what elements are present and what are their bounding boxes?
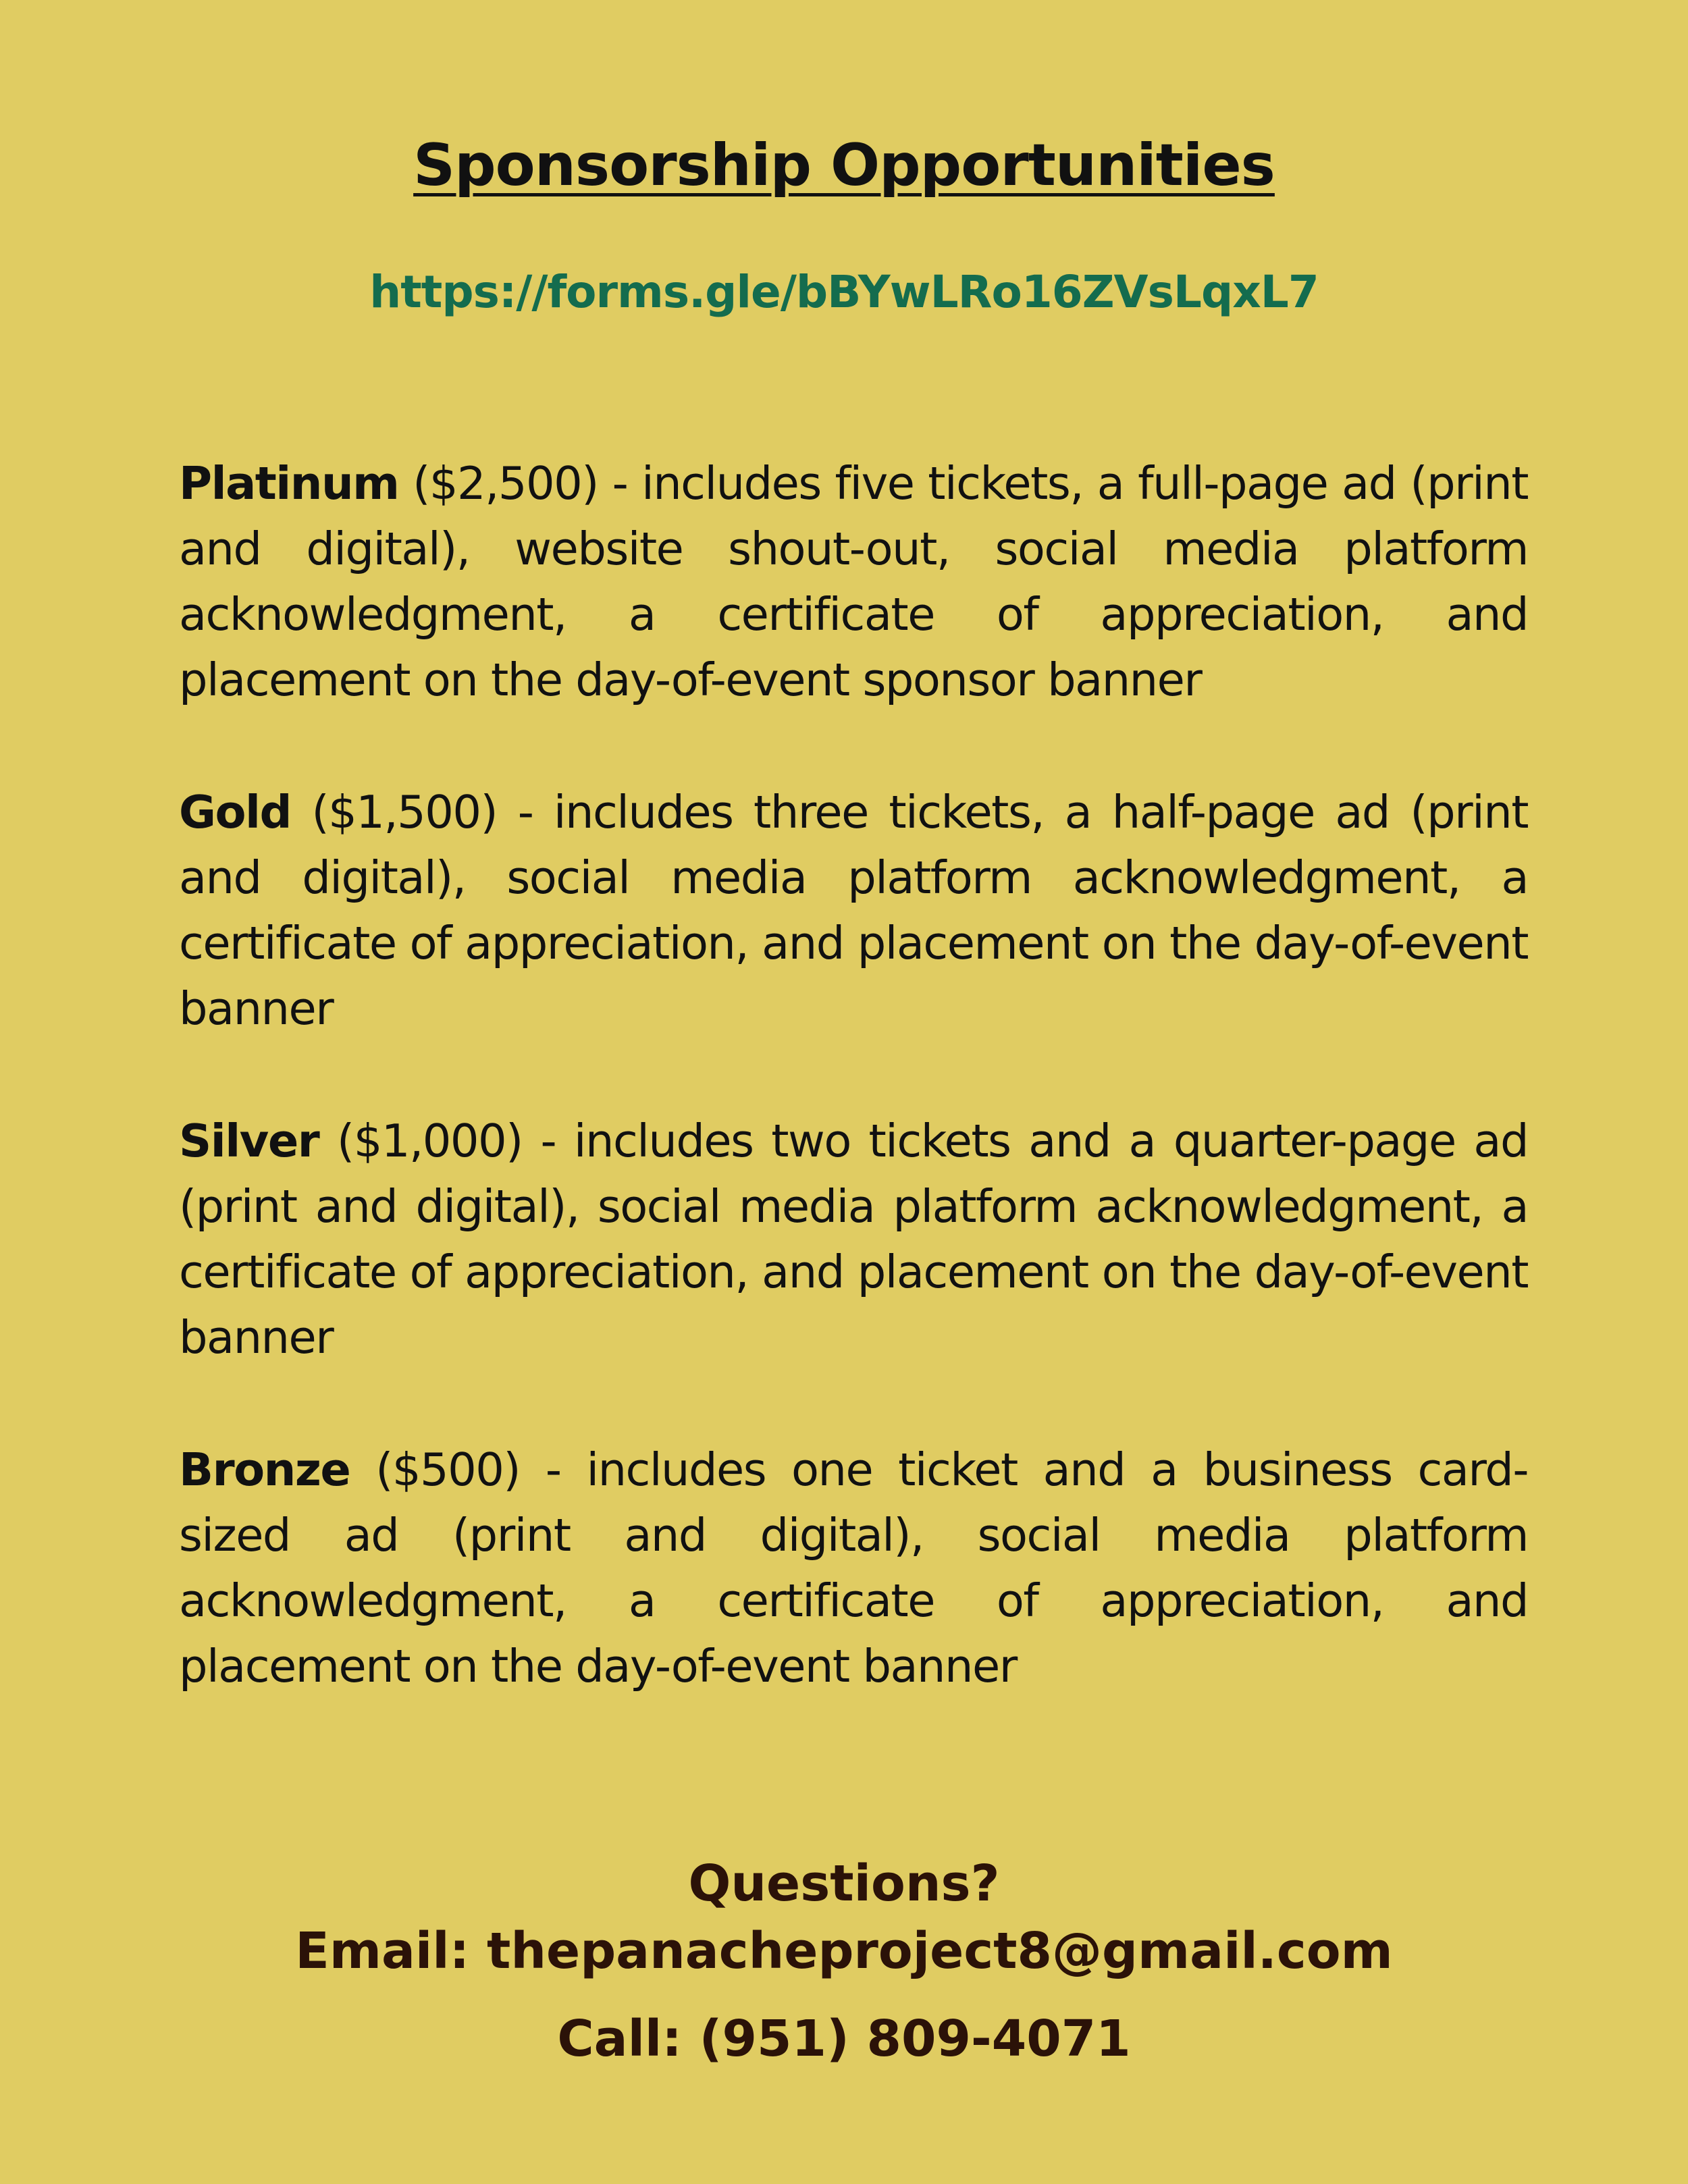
page-title: Sponsorship Opportunities xyxy=(413,132,1275,199)
tier-gold xyxy=(179,780,1528,1042)
tier-gold-name: Gold xyxy=(179,786,291,838)
tier-bronze-description: ($500) - includes one ticket and a business card-sized ad (print and digital), social media platform acknowledgment, a certificate of appreciation, and placement on the day-of-event banner xyxy=(179,1443,1528,1693)
tier-bronze xyxy=(179,1437,1528,1699)
tier-silver-name: Silver xyxy=(179,1115,319,1167)
tier-platinum-name: Platinum xyxy=(179,457,399,510)
contact-email[interactable]: Email: thepanacheproject8@gmail.com xyxy=(295,1922,1393,1980)
sponsorship-form-link[interactable]: https://forms.gle/bBYwLRo16ZVsLqxL7 xyxy=(369,266,1319,318)
tier-silver xyxy=(179,1109,1528,1370)
contact-heading: Questions? xyxy=(688,1855,1000,1913)
tier-platinum xyxy=(179,451,1528,713)
contact-phone[interactable]: Call: (951) 809-4071 xyxy=(557,2010,1131,2068)
tier-gold-description: ($1,500) - includes three tickets, a half-page ad (print and digital), social media platform acknowledgment, a certificate of appreciation, and placement on the day-of-event banner xyxy=(179,786,1528,1035)
tier-bronze-name: Bronze xyxy=(179,1443,350,1496)
tier-platinum-description: ($2,500) - includes five tickets, a full-page ad (print and digital), website shout-out, social media platform acknowledgment, a certificate of appreciation, and placement on the day-of-event sponsor banner xyxy=(179,457,1528,706)
contact-section xyxy=(0,1850,1688,2073)
sponsorship-tier-list xyxy=(179,451,1528,1766)
tier-silver-description: ($1,000) - includes two tickets and a quarter-page ad (print and digital), social media platform acknowledgment, a certificate of appreciation, and placement on the day-of-event banner xyxy=(179,1115,1528,1364)
